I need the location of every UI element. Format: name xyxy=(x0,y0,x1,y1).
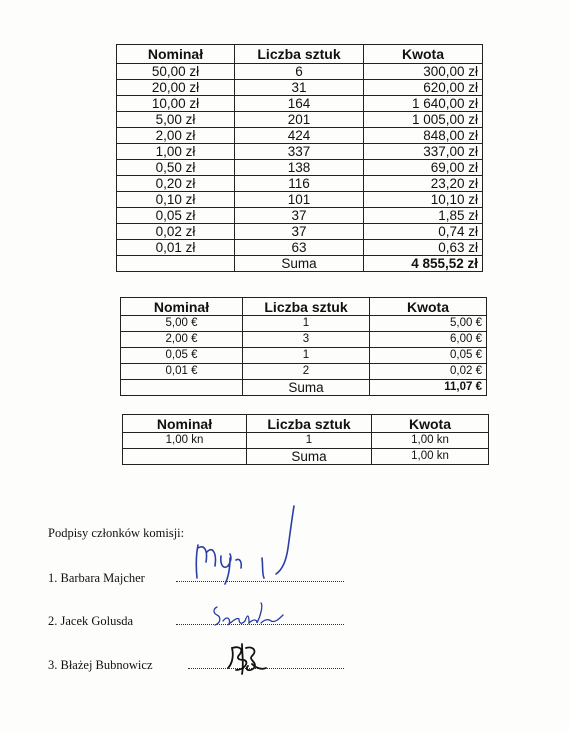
count-cell: 2 xyxy=(243,364,370,380)
table-row xyxy=(117,64,483,80)
count-cell: 1 xyxy=(247,433,372,449)
header-amount: Kwota xyxy=(372,415,489,433)
sum-label: Suma xyxy=(235,256,364,272)
count-cell: 3 xyxy=(243,332,370,348)
nominal-cell: 1,00 zł xyxy=(117,144,235,160)
table-row xyxy=(121,364,487,380)
count-cell: 1 xyxy=(243,348,370,364)
nominal-cell: 50,00 zł xyxy=(117,64,235,80)
table-row xyxy=(117,176,483,192)
table-row xyxy=(117,80,483,96)
header-nominal: Nominał xyxy=(121,298,243,316)
amount-cell: 1,00 kn xyxy=(372,433,489,449)
member-name: 1. Barbara Majcher xyxy=(48,571,145,585)
nominal-cell: 1,00 kn xyxy=(123,433,247,449)
table-row xyxy=(117,128,483,144)
header-nominal: Nominał xyxy=(117,45,235,64)
amount-cell: 300,00 zł xyxy=(364,64,483,80)
amount-cell: 69,00 zł xyxy=(364,160,483,176)
amount-cell: 1,85 zł xyxy=(364,208,483,224)
eur-cash-table xyxy=(120,297,487,396)
amount-cell: 10,10 zł xyxy=(364,192,483,208)
table-row xyxy=(117,224,483,240)
amount-cell: 620,00 zł xyxy=(364,80,483,96)
nominal-cell: 0,01 € xyxy=(121,364,243,380)
sum-value: 11,07 € xyxy=(370,380,487,396)
nominal-cell: 0,10 zł xyxy=(117,192,235,208)
count-cell: 1 xyxy=(243,316,370,332)
table-row xyxy=(123,433,489,449)
table-row xyxy=(121,332,487,348)
nominal-cell: 0,50 zł xyxy=(117,160,235,176)
header-count: Liczba sztuk xyxy=(235,45,364,64)
count-cell: 37 xyxy=(235,224,364,240)
amount-cell: 0,74 zł xyxy=(364,224,483,240)
amount-cell: 1 005,00 zł xyxy=(364,112,483,128)
count-cell: 6 xyxy=(235,64,364,80)
member-name: 2. Jacek Golusda xyxy=(48,614,134,628)
count-cell: 424 xyxy=(235,128,364,144)
signatures-heading: Podpisy członków komisji: xyxy=(48,526,185,540)
amount-cell: 5,00 € xyxy=(370,316,487,332)
table-row xyxy=(117,160,483,176)
count-cell: 116 xyxy=(235,176,364,192)
sum-value: 4 855,52 zł xyxy=(364,256,483,272)
empty-cell xyxy=(123,449,247,465)
amount-cell: 848,00 zł xyxy=(364,128,483,144)
nominal-cell: 2,00 € xyxy=(121,332,243,348)
header-count: Liczba sztuk xyxy=(247,415,372,433)
empty-cell xyxy=(121,380,243,396)
count-cell: 101 xyxy=(235,192,364,208)
header-nominal: Nominał xyxy=(123,415,247,433)
pln-cash-table xyxy=(116,44,483,272)
amount-cell: 23,20 zł xyxy=(364,176,483,192)
header-amount: Kwota xyxy=(370,298,487,316)
sum-row xyxy=(123,449,489,465)
nominal-cell: 0,20 zł xyxy=(117,176,235,192)
amount-cell: 0,05 € xyxy=(370,348,487,364)
signature-1-handwriting xyxy=(178,500,308,585)
sum-value: 1,00 kn xyxy=(372,449,489,465)
count-cell: 138 xyxy=(235,160,364,176)
table-row xyxy=(121,348,487,364)
hrk-cash-table xyxy=(122,414,489,465)
amount-cell: 6,00 € xyxy=(370,332,487,348)
amount-cell: 0,63 zł xyxy=(364,240,483,256)
amount-cell: 1 640,00 zł xyxy=(364,96,483,112)
nominal-cell: 0,05 zł xyxy=(117,208,235,224)
count-cell: 37 xyxy=(235,208,364,224)
count-cell: 201 xyxy=(235,112,364,128)
table-row xyxy=(117,96,483,112)
sum-row xyxy=(117,256,483,272)
nominal-cell: 20,00 zł xyxy=(117,80,235,96)
amount-cell: 337,00 zł xyxy=(364,144,483,160)
table-row xyxy=(117,240,483,256)
count-cell: 337 xyxy=(235,144,364,160)
header-count: Liczba sztuk xyxy=(243,298,370,316)
table-row xyxy=(117,144,483,160)
sum-row xyxy=(121,380,487,396)
table-row xyxy=(117,208,483,224)
nominal-cell: 5,00 € xyxy=(121,316,243,332)
empty-cell xyxy=(117,256,235,272)
sum-label: Suma xyxy=(243,380,370,396)
count-cell: 63 xyxy=(235,240,364,256)
header-amount: Kwota xyxy=(364,45,483,64)
signature-3-handwriting xyxy=(222,640,272,678)
table-row xyxy=(121,316,487,332)
count-cell: 164 xyxy=(235,96,364,112)
amount-cell: 0,02 € xyxy=(370,364,487,380)
table-row xyxy=(117,112,483,128)
nominal-cell: 0,05 € xyxy=(121,348,243,364)
member-name: 3. Błażej Bubnowicz xyxy=(48,658,153,672)
nominal-cell: 5,00 zł xyxy=(117,112,235,128)
sum-label: Suma xyxy=(247,449,372,465)
nominal-cell: 2,00 zł xyxy=(117,128,235,144)
nominal-cell: 10,00 zł xyxy=(117,96,235,112)
nominal-cell: 0,01 zł xyxy=(117,240,235,256)
count-cell: 31 xyxy=(235,80,364,96)
signature-2-handwriting xyxy=(205,597,290,633)
nominal-cell: 0,02 zł xyxy=(117,224,235,240)
table-row xyxy=(117,192,483,208)
